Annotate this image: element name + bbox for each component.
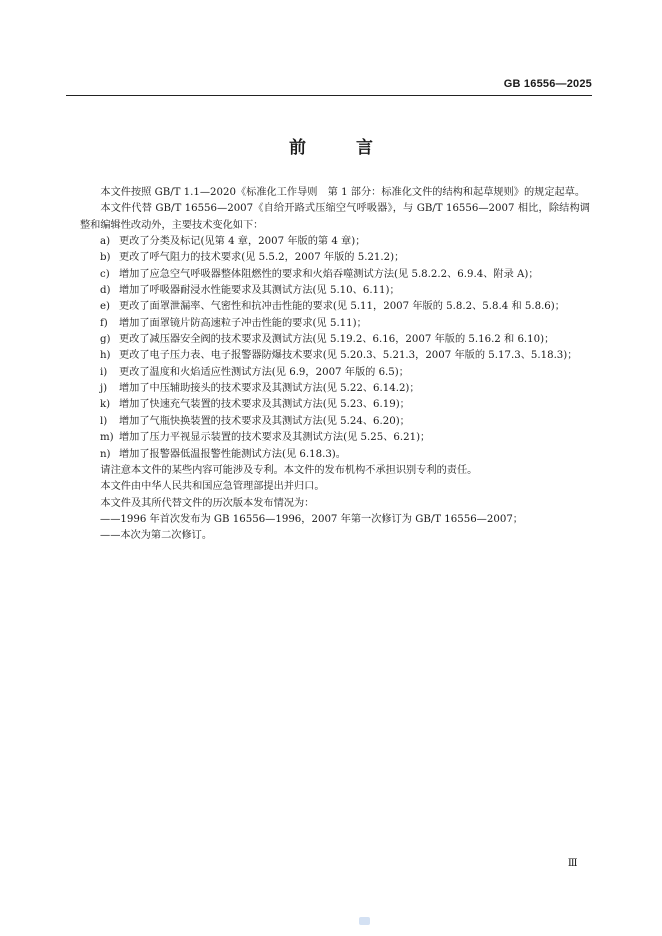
list-item-text: 增加了气瓶快换装置的技术要求及其测试方法(见 5.24、6.20)；: [119, 415, 410, 427]
list-marker: a): [100, 236, 111, 248]
list-item: [80, 430, 590, 446]
list-marker: i): [100, 366, 108, 378]
list-item-text: 增加了中压辅助接头的技术要求及其测试方法(见 5.22、6.14.2)；: [119, 383, 420, 395]
replacement-paragraph: 本文件代替 GB/T 16556—2007《自给开路式压缩空气呼吸器》，与 GB/T 16556—2007 相比，除结构调整和编辑性改动外，主要技术变化如下：: [80, 203, 590, 231]
drafting-rule-paragraph: 本文件按照 GB/T 1.1—2020《标准化工作导则 第 1 部分：标准化文件的结构和起草规则》的规定起草。: [100, 187, 586, 198]
changes-list: [80, 234, 590, 463]
header-rule: [66, 95, 592, 96]
list-item-text: 增加了快速充气装置的技术要求及其测试方法(见 5.23、6.19)；: [119, 399, 410, 411]
list-marker: n): [100, 448, 111, 460]
list-marker: k): [100, 399, 111, 411]
page-number: Ⅲ: [567, 858, 578, 869]
page-title: 前 言: [289, 138, 395, 158]
list-marker: m): [100, 432, 114, 444]
list-item: [80, 447, 590, 463]
list-item: [80, 397, 590, 413]
list-item-text: 增加了应急空气呼吸器整体阻燃性的要求和火焰吞噬测试方法(见 5.8.2.2、6.9.4、附录 A)；: [119, 268, 539, 280]
history-item: ——1996 年首次发布为 GB 16556—1996，2007 年第一次修订为 GB/T 16556—2007；: [100, 513, 523, 525]
list-item: [80, 332, 590, 348]
list-marker: j): [100, 383, 108, 395]
list-marker: e): [100, 301, 111, 313]
list-marker: l): [100, 415, 108, 427]
list-item: [80, 267, 590, 283]
list-marker: d): [100, 285, 111, 297]
list-item-text: 增加了面罩镜片防高速粒子冲击性能的要求(见 5.11)；: [119, 317, 367, 329]
list-item: [80, 283, 590, 299]
list-item-text: 增加了压力平视显示装置的技术要求及其测试方法(见 5.25、6.21)；: [119, 432, 431, 444]
list-item: [80, 250, 590, 266]
proposed-by: 本文件由中华人民共和国应急管理部提出并归口。: [100, 481, 325, 493]
list-item: [80, 316, 590, 332]
history-intro: 本文件及其所代替文件的历次版本发布情况为：: [100, 497, 315, 509]
list-item-text: 更改了面罩泄漏率、气密性和抗冲击性能的要求(见 5.11，2007 年版的 5.8.2、5.8.4 和 5.8.6)；: [119, 301, 565, 313]
standard-code: GB 16556—2025: [503, 78, 592, 90]
list-item-text: 增加了报警器低温报警性能测试方法(见 6.18.3)。: [119, 448, 346, 460]
list-marker: b): [100, 252, 111, 264]
list-item-text: 增加了呼吸器耐浸水性能要求及其测试方法(见 5.10、6.11)；: [119, 285, 400, 297]
list-item-text: 更改了呼气阻力的技术要求(见 5.5.2，2007 年版的 5.21.2)；: [119, 252, 405, 264]
list-marker: h): [100, 350, 111, 362]
list-item-text: 更改了电子压力表、电子报警器防爆技术要求(见 5.20.3、5.21.3，2007 年版的 5.17.3、5.18.3)；: [119, 350, 578, 362]
list-marker: g): [100, 334, 111, 346]
watermark-logo: [359, 917, 370, 925]
list-marker: c): [100, 268, 110, 280]
list-item: [80, 365, 590, 381]
list-item-text: 更改了减压器安全阀的技术要求及测试方法(见 5.19.2、6.16，2007 年版的 5.16.2 和 6.10)；: [119, 334, 555, 346]
list-item-text: 更改了分类及标记(见第 4 章，2007 年版的第 4 章)；: [119, 236, 366, 248]
list-marker: f): [100, 317, 108, 329]
list-item: [80, 348, 590, 364]
list-item: [80, 414, 590, 430]
history-item: ——本次为第二次修订。: [100, 530, 213, 542]
list-item: [80, 234, 590, 250]
list-item: [80, 381, 590, 397]
foreword-body: [80, 185, 590, 545]
list-item: [80, 299, 590, 315]
patent-notice: 请注意本文件的某些内容可能涉及专利。本文件的发布机构不承担识别专利的责任。: [100, 464, 478, 476]
list-item-text: 更改了温度和火焰适应性测试方法(见 6.9，2007 年版的 6.5)；: [119, 366, 409, 378]
